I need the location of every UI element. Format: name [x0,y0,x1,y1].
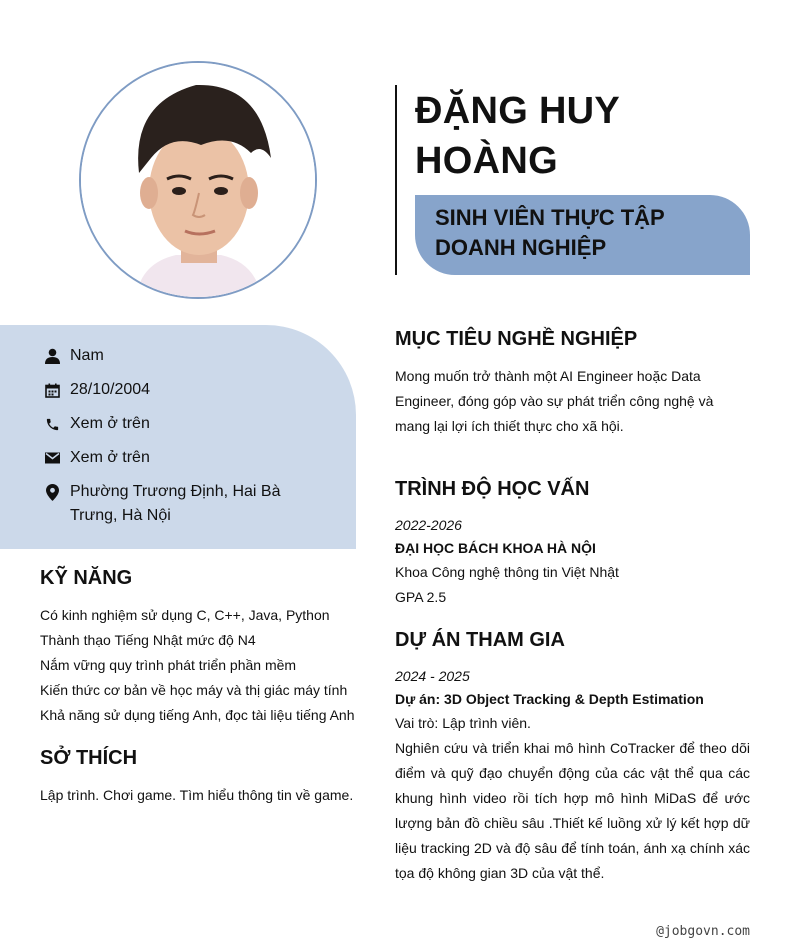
projects-title: DỰ ÁN THAM GIA [395,629,565,651]
birthday-text: 28/10/2004 [70,381,151,398]
name-line-2: HOÀNG [415,140,558,182]
role-line-2: DOANH NGHIỆP [435,235,607,260]
project-description: Nghiên cứu và triển khai mô hình CoTracker để theo dõi điểm và quỹ đạo chuyển động của các vật thể qua các khung hình video rồi tích hợp mô hình MiDaS để ước lượng bản đồ chiều sâu .Thiết kế luồng xử lý kết hợp dữ liệu tracking 2D và độ sâu để tính toán, ánh xạ chính xác tọa độ không gian 3D của vật thể. [395,740,750,881]
info-birthday [44,378,300,402]
skill-item: Kiến thức cơ bản về học máy và thị giác máy tính [40,682,348,698]
skill-item: Thành thạo Tiếng Nhật mức độ N4 [40,632,256,648]
project-name: Dự án: 3D Object Tracking & Depth Estimation [395,691,704,707]
info-address [44,480,300,528]
profile-photo [79,61,317,299]
info-phone [44,412,300,436]
calendar-icon [44,378,60,402]
gender-text: Nam [70,347,104,364]
person-icon [44,344,60,368]
phone-text: Xem ở trên [70,415,150,432]
location-pin-icon [44,480,60,504]
name-accent-bar [395,85,397,275]
hobbies-title: SỞ THÍCH [40,747,138,769]
full-name [415,86,620,186]
education-period: 2022-2026 [395,517,462,533]
phone-icon [44,412,60,436]
project-period: 2024 - 2025 [395,668,470,684]
skill-item: Khả năng sử dụng tiếng Anh, đọc tài liệu tiếng Anh [40,707,355,723]
project-role: Vai trò: Lập trình viên. [395,715,531,731]
role-line-1: SINH VIÊN THỰC TẬP [435,205,665,230]
info-email [44,446,300,470]
name-line-1: ĐẶNG HUY [415,90,621,132]
education-school: ĐẠI HỌC BÁCH KHOA HÀ NỘI [395,540,596,556]
email-text: Xem ở trên [70,449,150,466]
hobbies-text: Lập trình. Chơi game. Tìm hiểu thông tin về game. [40,787,354,803]
address-text: Phường Trương Định, Hai Bà Trưng, Hà Nội [70,483,281,524]
avatar [81,63,315,297]
education-faculty: Khoa Công nghệ thông tin Việt Nhật [395,564,619,580]
mail-icon [44,446,60,470]
objective-title: MỤC TIÊU NGHỀ NGHIỆP [395,328,638,350]
watermark: @jobgovn.com [656,924,750,939]
education-title: TRÌNH ĐỘ HỌC VẤN [395,478,590,500]
objective-text: Mong muốn trở thành một AI Engineer hoặc Data Engineer, đóng góp vào sự phát triển công nghệ và mang lại lợi ích thiết thực cho xã hội. [395,368,714,434]
education-gpa: GPA 2.5 [395,589,447,605]
role-badge [415,195,750,275]
skill-item: Có kinh nghiệm sử dụng C, C++, Java, Python [40,607,330,623]
skill-item: Nắm vững quy trình phát triển phần mềm [40,657,297,673]
skills-title: KỸ NĂNG [40,567,133,589]
info-gender [44,344,300,368]
